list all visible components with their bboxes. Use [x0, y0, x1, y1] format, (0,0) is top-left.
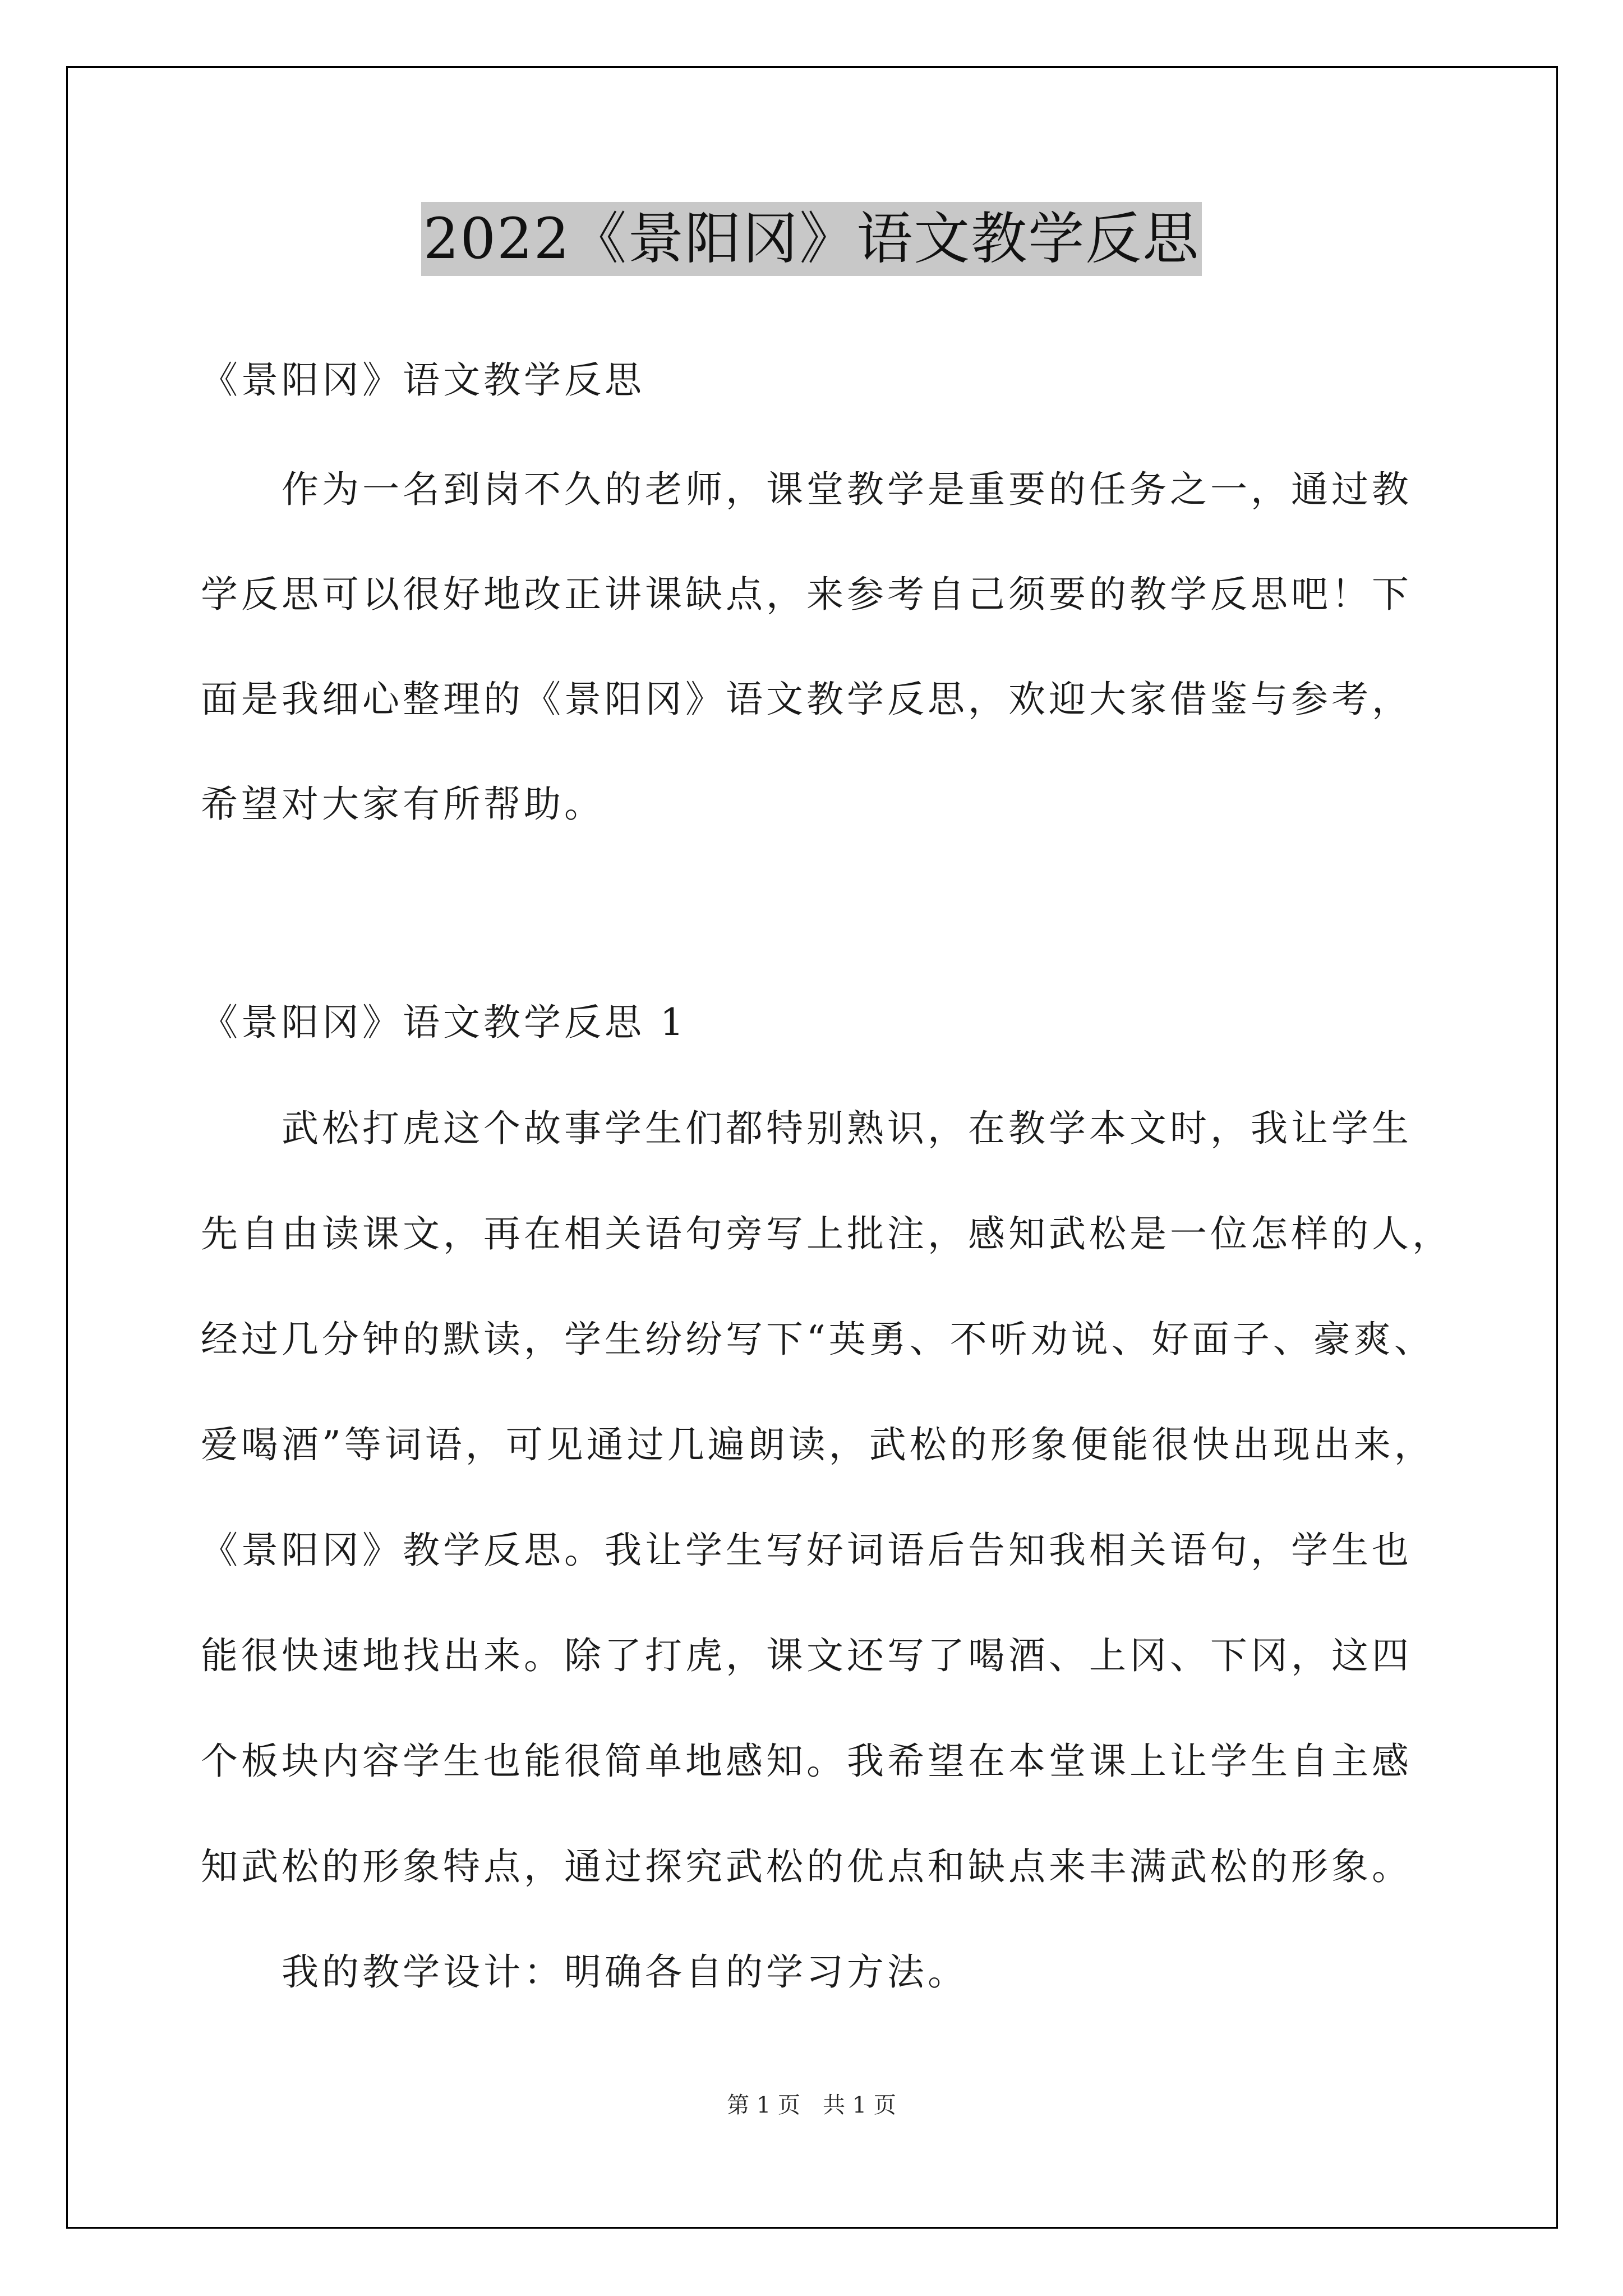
paragraph-line: 面是我细心整理的《景阳冈》语文教学反思，欢迎大家借鉴与参考， — [201, 678, 1412, 721]
paragraph-line: 先自由读课文，再在相关语句旁写上批注，感知武松是一位怎样的人， — [201, 1212, 1453, 1255]
paragraph-line: 我的教学设计：明确各自的学习方法。 — [201, 1950, 968, 1994]
section-heading: 《景阳冈》语文教学反思 1 — [201, 1001, 687, 1044]
paragraph-line: 能很快速地找出来。除了打虎，课文还写了喝酒、上冈、下冈，这四 — [201, 1634, 1412, 1677]
document-title: 2022《景阳冈》语文教学反思 — [421, 202, 1202, 276]
title-container — [0, 202, 1623, 276]
paragraph-line: 学反思可以很好地改正讲课缺点，来参考自己须要的教学反思吧！下 — [201, 573, 1412, 616]
paragraph-line: 希望对大家有所帮助。 — [201, 783, 605, 826]
paragraph-line: 武松打虎这个故事学生们都特别熟识，在教学本文时，我让学生 — [201, 1107, 1412, 1150]
paragraph-line: 经过几分钟的默读，学生纷纷写下“英勇、不听劝说、好面子、豪爽、 — [201, 1318, 1435, 1361]
paragraph-line: 《景阳冈》教学反思。我让学生写好词语后告知我相关语句，学生也 — [201, 1529, 1412, 1572]
paragraph-line: 作为一名到岗不久的老师，课堂教学是重要的任务之一，通过教 — [201, 468, 1412, 511]
page-footer: 第 1 页 共 1 页 — [727, 2092, 896, 2118]
paragraph-line: 知武松的形象特点，通过探究武松的优点和缺点来丰满武松的形象。 — [201, 1845, 1412, 1888]
paragraph-line: 个板块内容学生也能很简单地感知。我希望在本堂课上让学生自主感 — [201, 1740, 1412, 1783]
paragraph-line: 爱喝酒”等词语，可见通过几遍朗读，武松的形象便能很快出现出来， — [201, 1423, 1435, 1466]
section-heading: 《景阳冈》语文教学反思 — [201, 358, 645, 402]
